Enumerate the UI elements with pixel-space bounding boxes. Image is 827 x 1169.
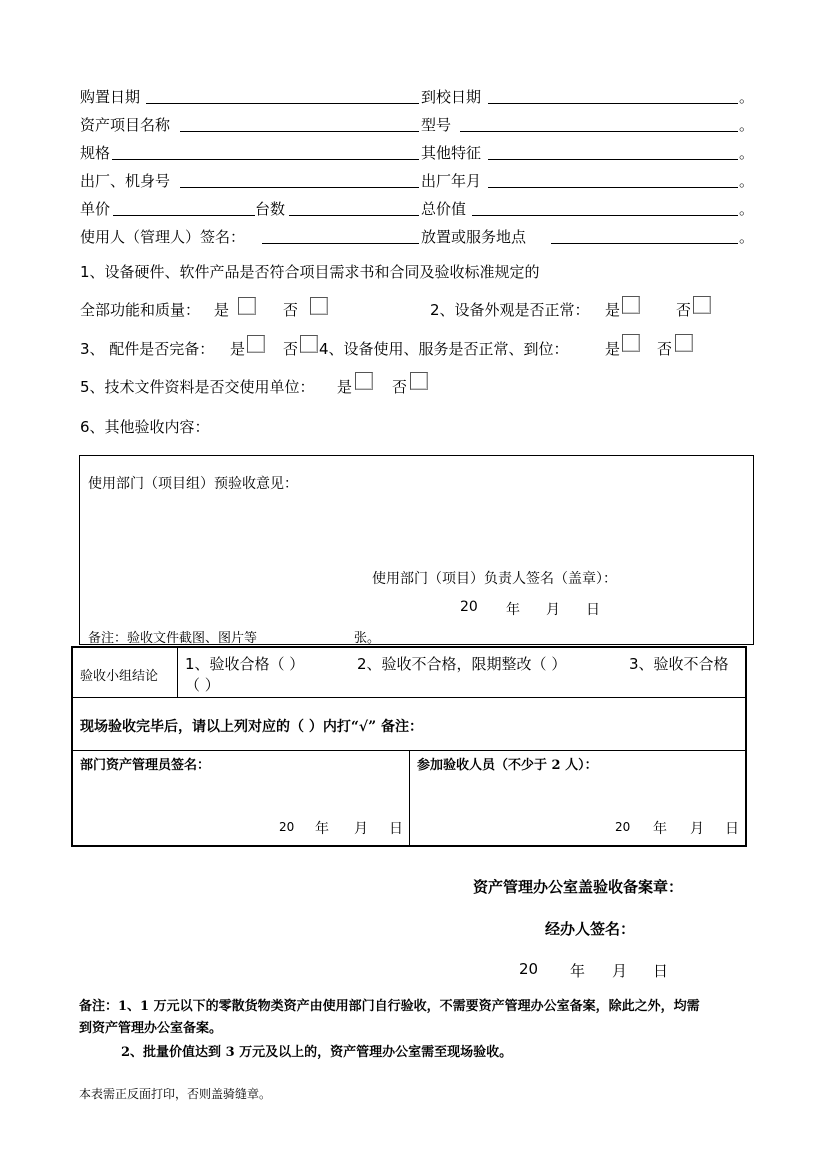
filing-stamp-label: 资产管理办公室盖验收备案章：: [473, 878, 684, 896]
row-end-mark: 。: [739, 172, 755, 190]
print-instruction-footer: 本表需正反面打印，否则盖骑缝章。: [79, 1087, 272, 1101]
date-year-prefix: 20: [615, 820, 631, 834]
remark-line-3: 2、批量价值达到 3 万元及以上的，资产管理办公室需至现场验收。: [121, 1045, 513, 1060]
date-day-label: 日: [586, 602, 600, 618]
column-divider: [409, 750, 410, 847]
row-end-mark: 。: [739, 88, 755, 106]
q4-no-checkbox[interactable]: [675, 334, 693, 352]
q1-no-checkbox[interactable]: [310, 297, 328, 315]
q5-no-checkbox[interactable]: [410, 372, 428, 390]
spec-label: 规格: [80, 144, 111, 162]
yes-label: 是: [230, 340, 246, 358]
row-end-mark: 。: [739, 144, 755, 162]
remark-line-2: 到资产管理办公室备案。: [79, 1021, 223, 1036]
other-features-field[interactable]: [488, 159, 738, 160]
date-month-label: 月: [546, 602, 560, 618]
quantity-field[interactable]: [289, 215, 419, 216]
manufacture-date-field[interactable]: [488, 187, 738, 188]
question-1-text: 1、设备硬件、软件产品是否符合项目需求书和合同及验收标准规定的: [80, 263, 540, 281]
serial-number-label: 出厂、机身号: [80, 172, 171, 190]
date-day-label: 日: [653, 962, 669, 980]
asset-name-field[interactable]: [180, 131, 419, 132]
inspectors-signature-label: 参加验收人员（不少于 2 人）：: [417, 758, 598, 773]
serial-number-field[interactable]: [180, 187, 419, 188]
date-month-label: 月: [354, 821, 368, 837]
pre-acceptance-title: 使用部门（项目组）预验收意见：: [88, 476, 298, 492]
date-year-prefix: 20: [460, 599, 478, 615]
location-label: 放置或服务地点: [421, 228, 527, 246]
yes-label: 是: [337, 378, 353, 396]
user-signature-label: 使用人（管理人）签名：: [80, 228, 246, 246]
pre-acceptance-opinion-area[interactable]: [88, 496, 743, 556]
date-year-label: 年: [653, 821, 667, 837]
no-label: 否: [392, 378, 408, 396]
no-label: 否: [657, 340, 673, 358]
attachment-note: 备注：验收文件截图、图片等: [88, 631, 258, 646]
row-end-mark: 。: [739, 116, 755, 134]
location-field[interactable]: [551, 243, 738, 244]
conclusion-option-rectify[interactable]: 2、验收不合格，限期整改（ ）: [357, 655, 567, 673]
manufacture-date-label: 出厂年月: [421, 172, 482, 190]
spec-field[interactable]: [112, 159, 419, 160]
q2-no-checkbox[interactable]: [693, 296, 711, 314]
unit-price-field[interactable]: [113, 215, 255, 216]
date-month-label: 月: [612, 962, 628, 980]
no-label: 否: [283, 340, 299, 358]
conclusion-option-fail-paren[interactable]: （ ）: [185, 676, 220, 694]
question-1-quality-label: 全部功能和质量：: [80, 301, 201, 319]
total-value-label: 总价值: [421, 200, 467, 218]
yes-label: 是: [605, 340, 621, 358]
q1-yes-checkbox[interactable]: [238, 297, 256, 315]
row-divider: [73, 697, 745, 698]
purchase-date-label: 购置日期: [80, 88, 141, 106]
no-label: 否: [676, 301, 692, 319]
total-value-field[interactable]: [472, 215, 738, 216]
column-divider: [177, 648, 178, 697]
other-features-label: 其他特征: [421, 144, 482, 162]
handler-signature-label: 经办人签名：: [545, 920, 636, 938]
q2-yes-checkbox[interactable]: [622, 296, 640, 314]
question-6-text: 6、其他验收内容：: [80, 418, 210, 436]
question-5-text: 5、技术文件资料是否交使用单位：: [80, 378, 315, 396]
yes-label: 是: [214, 301, 230, 319]
conclusion-option-pass[interactable]: 1、验收合格（ ）: [185, 655, 305, 673]
q5-yes-checkbox[interactable]: [355, 372, 373, 390]
model-label: 型号: [421, 116, 452, 134]
q3-no-checkbox[interactable]: [300, 335, 318, 353]
arrival-date-field[interactable]: [488, 103, 738, 104]
date-day-label: 日: [389, 821, 403, 837]
date-day-label: 日: [725, 821, 739, 837]
date-month-label: 月: [690, 821, 704, 837]
date-year-label: 年: [570, 962, 586, 980]
conclusion-table: [71, 646, 747, 847]
row-end-mark: 。: [739, 228, 755, 246]
date-year-prefix: 20: [519, 960, 539, 978]
attachment-note-end: 张。: [354, 631, 381, 646]
tick-instruction: 现场验收完毕后，请以上列对应的（ ）内打“√” 备注：: [80, 719, 424, 735]
unit-price-label: 单价: [80, 200, 111, 218]
asset-name-label: 资产项目名称: [80, 116, 171, 134]
asset-admin-signature-label: 部门资产管理员签名：: [80, 758, 211, 773]
purchase-date-field[interactable]: [146, 103, 419, 104]
question-4-text: 4、设备使用、服务是否正常、到位：: [319, 340, 569, 358]
date-year-prefix: 20: [279, 820, 295, 834]
q3-yes-checkbox[interactable]: [247, 335, 265, 353]
question-2-text: 2、设备外观是否正常：: [430, 301, 590, 319]
arrival-date-label: 到校日期: [421, 88, 482, 106]
yes-label: 是: [605, 301, 621, 319]
conclusion-option-fail[interactable]: 3、验收不合格: [629, 655, 729, 673]
conclusion-label: 验收小组结论: [80, 669, 159, 684]
inspectors-signature-area[interactable]: [417, 773, 737, 813]
date-year-label: 年: [315, 821, 329, 837]
quantity-label: 台数: [255, 200, 286, 218]
row-end-mark: 。: [739, 200, 755, 218]
pre-acceptance-box: [79, 455, 754, 645]
department-head-signature-label: 使用部门（项目）负责人签名（盖章）：: [372, 571, 617, 587]
user-signature-field[interactable]: [262, 243, 419, 244]
remark-line-1: 备注：1、1 万元以下的零散货物类资产由使用部门自行验收，不需要资产管理办公室备案，除此之外，均需: [79, 999, 700, 1014]
no-label: 否: [283, 301, 299, 319]
asset-admin-signature-area[interactable]: [80, 773, 400, 813]
model-field[interactable]: [460, 131, 738, 132]
date-year-label: 年: [506, 602, 520, 618]
q4-yes-checkbox[interactable]: [622, 334, 640, 352]
question-3-text: 3、 配件是否完备：: [80, 340, 215, 358]
